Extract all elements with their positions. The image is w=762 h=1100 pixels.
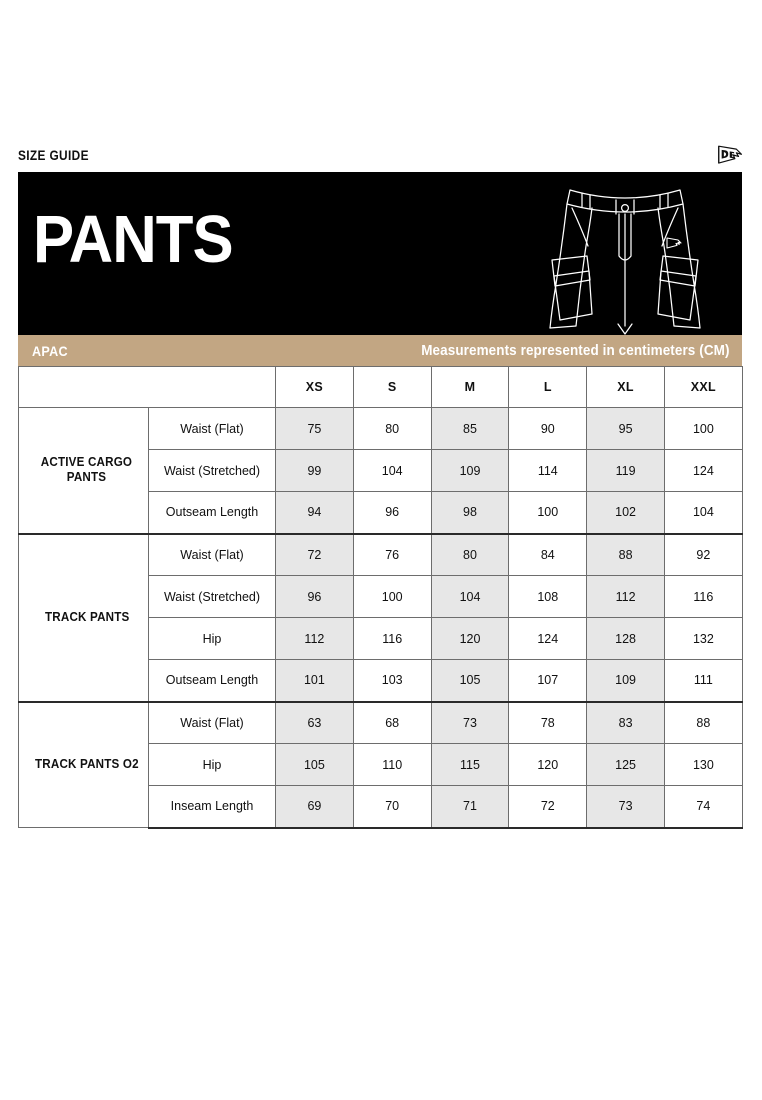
product-category-cell — [19, 702, 149, 828]
measurement-label-cell: Waist (Flat) — [149, 702, 276, 744]
measurement-value-cell: 96 — [276, 576, 354, 618]
product-category-cell — [19, 534, 149, 702]
measurement-value-cell: 108 — [509, 576, 587, 618]
measurement-value-cell: 124 — [509, 618, 587, 660]
size-column-header-m: M — [431, 367, 509, 408]
measurement-label-cell: Hip — [149, 618, 276, 660]
measurement-value-cell: 80 — [353, 408, 431, 450]
header-blank-cell — [19, 367, 276, 408]
size-chart-table — [18, 366, 743, 829]
measurement-value-cell: 76 — [353, 534, 431, 576]
measurement-value-cell: 72 — [509, 786, 587, 828]
measurement-value-cell: 104 — [431, 576, 509, 618]
measurement-value-cell: 105 — [276, 744, 354, 786]
measurement-label-cell: Waist (Flat) — [149, 408, 276, 450]
page-header — [0, 140, 762, 170]
measurement-value-cell: 74 — [664, 786, 742, 828]
table-body — [19, 408, 743, 828]
measurement-label-cell: Waist (Stretched) — [149, 576, 276, 618]
measurement-value-cell: 120 — [509, 744, 587, 786]
measurement-value-cell: 88 — [664, 702, 742, 744]
size-column-header-l: L — [509, 367, 587, 408]
measurement-value-cell: 104 — [664, 492, 742, 534]
measurement-value-cell: 109 — [431, 450, 509, 492]
measurement-value-cell: 83 — [587, 702, 665, 744]
table-row — [19, 534, 743, 576]
measurement-value-cell: 84 — [509, 534, 587, 576]
size-column-header-xs: XS — [276, 367, 354, 408]
measurement-value-cell: 120 — [431, 618, 509, 660]
measurement-value-cell: 114 — [509, 450, 587, 492]
measurement-value-cell: 99 — [276, 450, 354, 492]
measurement-value-cell: 73 — [431, 702, 509, 744]
measurement-value-cell: 112 — [276, 618, 354, 660]
measurement-value-cell: 92 — [664, 534, 742, 576]
measurement-value-cell: 71 — [431, 786, 509, 828]
measurement-value-cell: 100 — [509, 492, 587, 534]
measurement-value-cell: 125 — [587, 744, 665, 786]
measurement-value-cell: 130 — [664, 744, 742, 786]
size-column-header-s: S — [353, 367, 431, 408]
measurement-value-cell: 109 — [587, 660, 665, 702]
measurement-value-cell: 103 — [353, 660, 431, 702]
measurement-value-cell: 100 — [664, 408, 742, 450]
measurement-value-cell: 115 — [431, 744, 509, 786]
measurement-label-cell: Outseam Length — [149, 492, 276, 534]
region-units-bar — [18, 335, 742, 366]
cargo-pants-line-art-icon — [530, 176, 720, 335]
measurement-value-cell: 124 — [664, 450, 742, 492]
measurement-value-cell: 94 — [276, 492, 354, 534]
product-category-cell — [19, 408, 149, 534]
measurement-value-cell: 80 — [431, 534, 509, 576]
hero-banner — [18, 172, 742, 335]
measurement-value-cell: 128 — [587, 618, 665, 660]
measurement-value-cell: 69 — [276, 786, 354, 828]
measurement-value-cell: 73 — [587, 786, 665, 828]
measurement-value-cell: 63 — [276, 702, 354, 744]
measurement-value-cell: 102 — [587, 492, 665, 534]
product-category-label: TRACK PANTS — [45, 610, 130, 624]
measurement-value-cell: 70 — [353, 786, 431, 828]
measurement-value-cell: 105 — [431, 660, 509, 702]
measurement-value-cell: 116 — [353, 618, 431, 660]
measurement-label-cell: Inseam Length — [149, 786, 276, 828]
units-note: Measurements represented in centimeters (CM) — [421, 342, 730, 359]
table-header — [19, 367, 743, 408]
measurement-value-cell: 96 — [353, 492, 431, 534]
measurement-value-cell: 132 — [664, 618, 742, 660]
size-column-header-xl: XL — [587, 367, 665, 408]
measurement-label-cell: Hip — [149, 744, 276, 786]
page-title: SIZE GUIDE — [18, 147, 89, 163]
measurement-value-cell: 85 — [431, 408, 509, 450]
measurement-value-cell: 116 — [664, 576, 742, 618]
product-category-label: ACTIVE CARGO PANTS — [40, 455, 133, 485]
measurement-value-cell: 107 — [509, 660, 587, 702]
measurement-value-cell: 88 — [587, 534, 665, 576]
measurement-value-cell: 100 — [353, 576, 431, 618]
measurement-value-cell: 95 — [587, 408, 665, 450]
region-label: APAC — [32, 342, 68, 359]
product-category-label: TRACK PANTS O2 — [34, 757, 139, 772]
measurement-value-cell: 72 — [276, 534, 354, 576]
measurement-value-cell: 104 — [353, 450, 431, 492]
hero-title: PANTS — [33, 202, 233, 277]
measurement-label-cell: Outseam Length — [149, 660, 276, 702]
table-header-row — [19, 367, 743, 408]
measurement-value-cell: 78 — [509, 702, 587, 744]
measurement-value-cell: 111 — [664, 660, 742, 702]
measurement-label-cell: Waist (Flat) — [149, 534, 276, 576]
size-column-header-xxl: XXL — [664, 367, 742, 408]
measurement-value-cell: 98 — [431, 492, 509, 534]
measurement-label-cell: Waist (Stretched) — [149, 450, 276, 492]
measurement-value-cell: 110 — [353, 744, 431, 786]
new-era-flag-logo-icon — [714, 144, 744, 166]
table-row — [19, 408, 743, 450]
measurement-value-cell: 75 — [276, 408, 354, 450]
measurement-value-cell: 68 — [353, 702, 431, 744]
measurement-value-cell: 101 — [276, 660, 354, 702]
measurement-value-cell: 90 — [509, 408, 587, 450]
table-row — [19, 702, 743, 744]
measurement-value-cell: 112 — [587, 576, 665, 618]
measurement-value-cell: 119 — [587, 450, 665, 492]
